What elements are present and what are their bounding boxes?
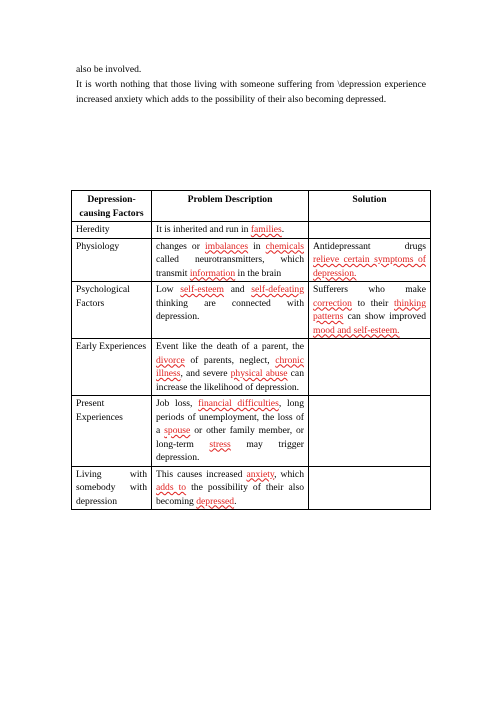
- desc-text: and: [223, 284, 252, 295]
- desc-text: Low: [156, 284, 181, 295]
- depression-factors-table: [71, 190, 431, 510]
- desc-text: may trigger depression.: [156, 438, 305, 463]
- solution-first-line: [313, 240, 426, 254]
- desc-text: in: [248, 240, 266, 252]
- highlighted-term: correction: [313, 297, 352, 309]
- highlighted-term: information: [189, 267, 236, 279]
- solution-text: Antidepressant: [313, 240, 371, 252]
- intro-line-1: also be involved.: [76, 64, 142, 75]
- desc-text: .: [281, 224, 285, 235]
- table-header-row: [72, 191, 431, 222]
- solution-cell: [309, 396, 431, 467]
- highlighted-term: thinking patterns: [313, 297, 426, 322]
- description-cell: [152, 282, 309, 339]
- description-cell: [152, 396, 309, 467]
- solution-cell: [309, 238, 431, 282]
- desc-text: .: [234, 495, 237, 507]
- factor-cell: Living with somebody with depression: [72, 466, 152, 510]
- highlighted-term: imbalances: [204, 240, 249, 252]
- header-problem-description: Problem Description: [152, 191, 309, 222]
- table-row: [72, 466, 431, 510]
- solution-text: Sufferers who make: [313, 284, 426, 295]
- desc-text: changes or: [156, 240, 205, 252]
- description-cell: [152, 466, 309, 510]
- desc-text: This causes increased: [156, 468, 247, 480]
- solution-cell: [309, 339, 431, 396]
- header-factors: Depression-causing Factors: [72, 191, 152, 222]
- desc-text: called neurotransmitters, which transmit: [156, 254, 304, 279]
- description-cell: [152, 222, 309, 239]
- highlighted-term: stress: [209, 438, 231, 450]
- highlighted-term: relieve certain symptoms of depression.: [313, 254, 426, 279]
- desc-text: can increase the likelihood of depression.: [156, 368, 304, 393]
- highlighted-term: spouse: [164, 425, 191, 436]
- factor-cell: Psychological Factors: [72, 282, 152, 339]
- table-row: [72, 222, 431, 239]
- desc-text: of parents, neglect,: [184, 354, 276, 366]
- table-row: [72, 396, 431, 467]
- desc-text: thinking are connected with depression.: [156, 297, 304, 322]
- highlighted-term: chemicals: [265, 240, 304, 252]
- desc-text: the possibility of their also becoming: [156, 482, 304, 507]
- factor-cell: Present Experiences: [72, 396, 152, 467]
- desc-text: It is inherited and run in: [156, 224, 251, 235]
- factor-cell: Early Experiences: [72, 339, 152, 396]
- highlighted-term: divorce: [156, 354, 185, 366]
- highlighted-term: chronic illness: [156, 354, 304, 379]
- highlighted-term: depressed: [196, 495, 235, 507]
- solution-cell: [309, 466, 431, 510]
- highlighted-term: families: [250, 224, 282, 235]
- solution-text: can show improved: [343, 311, 426, 322]
- factor-cell: Physiology: [72, 238, 152, 282]
- solution-cell: [309, 282, 431, 339]
- solution-text: to their: [351, 297, 395, 309]
- table-row: [72, 282, 431, 339]
- highlighted-term: financial difficulties: [198, 398, 279, 409]
- desc-text: or other family member, or long-term: [156, 425, 304, 450]
- solution-cell: [309, 222, 431, 239]
- header-solution: Solution: [309, 191, 431, 222]
- desc-text: , which: [274, 468, 304, 480]
- highlighted-term: physical abuse: [230, 368, 288, 379]
- description-cell: [152, 339, 309, 396]
- desc-text: Job loss,: [156, 398, 199, 409]
- highlighted-term: mood and self-esteem.: [313, 324, 400, 336]
- table-row: [72, 238, 431, 282]
- description-cell: [152, 238, 309, 282]
- intro-line-2: It is worth nothing that those living with someone suffering from \depression experience increased anxiety which adds to the possibility of their also becoming depressed.: [76, 79, 426, 105]
- desc-text: Event like the death of a parent, the: [156, 341, 304, 352]
- solution-text: drugs: [404, 240, 426, 252]
- highlighted-term: self-defeating: [251, 284, 304, 295]
- desc-text: , and severe: [180, 368, 231, 379]
- table-row: [72, 339, 431, 396]
- factor-cell: Heredity: [72, 222, 152, 239]
- intro-paragraph: [76, 62, 426, 107]
- desc-text: in the brain: [235, 267, 282, 279]
- highlighted-term: adds to: [156, 482, 187, 493]
- highlighted-term: self-esteem: [180, 284, 224, 295]
- highlighted-term: anxiety: [246, 468, 275, 480]
- desc-text: , long periods of unemployment, the loss of a: [156, 398, 304, 436]
